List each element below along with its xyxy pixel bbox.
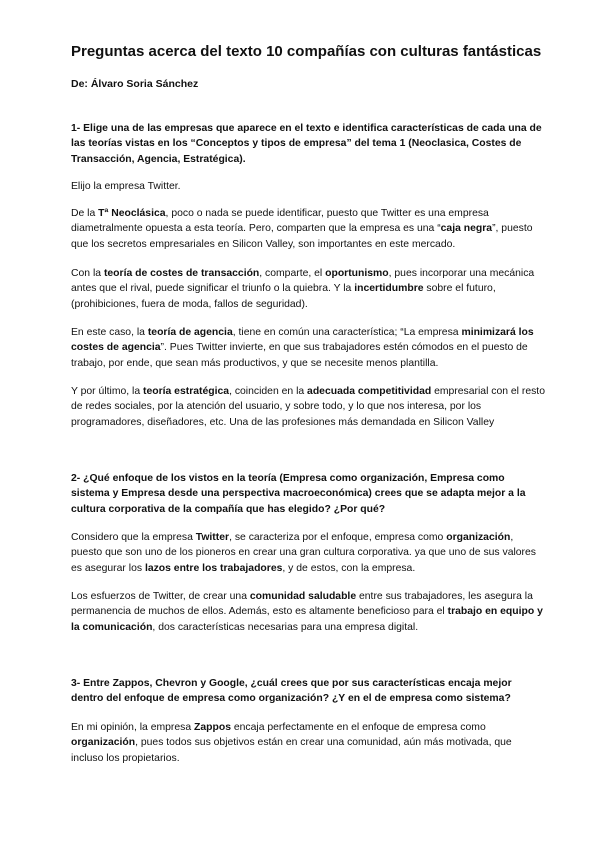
q1-paragraph-3: Con la teoría de costes de transacción, comparte, el oportunismo, pues incorporar una mecánica antes que el rival, puede significar el triunfo o la quiebra. Y la incertidumbre sobre el futuro, (prohibiciones, fuera de moda, fallos de seguridad). [71, 268, 535, 310]
question-1: 1- Elige una de las empresas que aparece en el texto e identifica características de cada una de las teorías vistas en los “Conceptos y tipos de empresa” del tema 1 (Neoclasica, Costes de Transacción, Agencia, Estratégica). [71, 123, 542, 165]
q3-paragraph-1: En mi opinión, la empresa Zappos encaja perfectamente en el enfoque de empresa como organización, pues todos sus objetivos están en crear una comunidad, aún más motivada, que incluso los propietarios. [71, 722, 512, 764]
q1-paragraph-2: De la Tª Neoclásica, poco o nada se puede identificar, puesto que Twitter es una empresa diametralmente opuesta a esta teoría. Pero, comparten que la empresa es una “caja negra”, puesto que los secretos empresariales en Silicon Valley, son importantes en este mercado. [71, 208, 533, 250]
document-title: Preguntas acerca del texto 10 compañías con culturas fantásticas [71, 43, 542, 60]
q2-paragraph-2: Los esfuerzos de Twitter, de crear una comunidad saludable entre sus trabajadores, les asegura la permanencia de muchos de ellos. Además, esto es altamente beneficioso para el trabajo en equipo y la comunicación, dos características necesarias para una empresa digital. [71, 591, 543, 633]
document-author: De: Álvaro Soria Sánchez [71, 78, 199, 90]
q1-paragraph-1: Elijo la empresa Twitter. [71, 181, 181, 192]
question-2: 2- ¿Qué enfoque de los vistos en la teoría (Empresa como organización, Empresa como sistema y Empresa desde una perspectiva macroeconómica) crees que se adapta mejor a la cultura corporativa de la compañía que has elegido? ¿Por qué? [71, 473, 526, 515]
q1-paragraph-5: Y por último, la teoría estratégica, coinciden en la adecuada competitividad empresarial con el resto de redes sociales, por la atención del usuario, y sobre todo, y lo que nos interesa, por los programadores, diseñadores, etc. Una de las profesiones más demandada en Silicon Valley [71, 386, 545, 428]
question-3: 3- Entre Zappos, Chevron y Google, ¿cuál crees que por sus características encaja mejor dentro del enfoque de empresa como organización? ¿Y en el de empresa como sistema? [71, 678, 512, 705]
q1-paragraph-4: En este caso, la teoría de agencia, tiene en común una característica; “La empresa minimizará los costes de agencia”. Pues Twitter invierte, en que sus trabajadores estén cómodos en el puesto de trabajo, por ende, que sean más productivos, y que se necesite menos plantilla. [71, 327, 534, 369]
q2-paragraph-1: Considero que la empresa Twitter, se caracteriza por el enfoque, empresa como organización, puesto que son uno de los pioneros en crear una gran cultura corporativa. ya que uno de sus valores es asegurar los lazos entre los trabajadores, y de estos, con la empresa. [71, 532, 536, 574]
